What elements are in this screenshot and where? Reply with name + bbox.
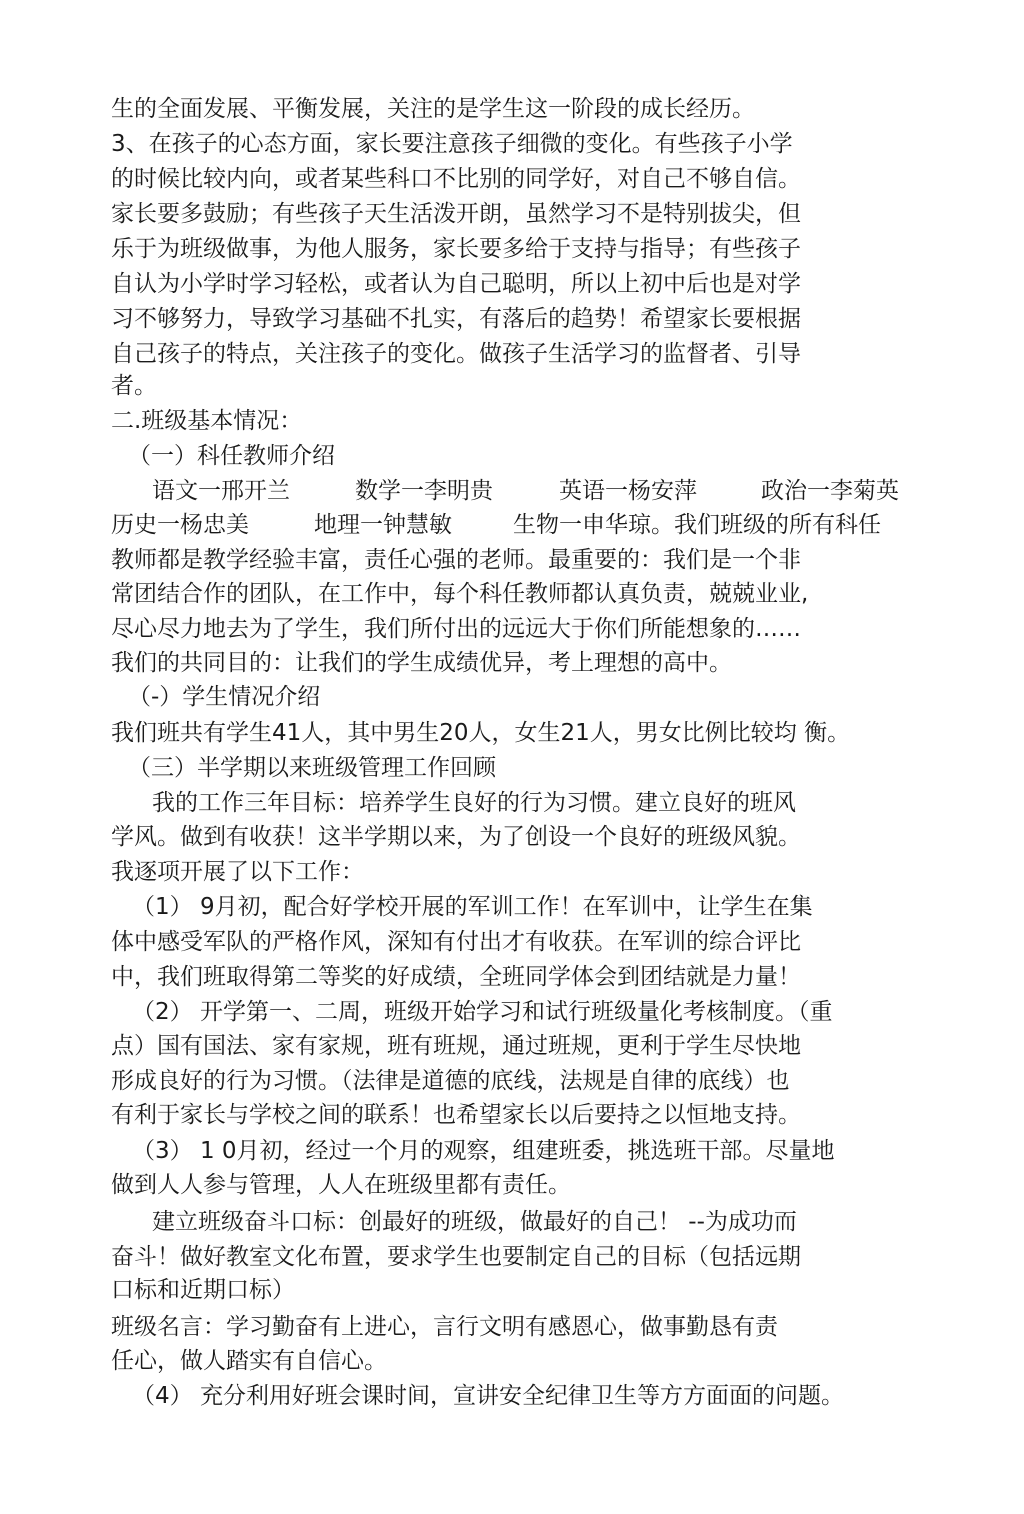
text-line: 习不够努力，导致学习基础不扎实，有落后的趋势！希望家长要根据	[111, 306, 801, 332]
text-line: 点）国有国法、家有家规，班有班规，通过班规，更利于学生尽快地	[111, 1033, 801, 1059]
teacher-history: 历史一杨忠美	[111, 512, 249, 538]
text-line: （2） 开学第一、二周，班级开始学习和试行班级量化考核制度。（重	[132, 999, 833, 1025]
text-line: 3、在孩子的心态方面，家长要注意孩子细微的变化。有些孩子小学	[111, 131, 793, 157]
teacher-english: 英语一杨安萍	[559, 478, 697, 504]
text-line: 任心，做人踏实有自信心。	[111, 1348, 387, 1374]
text-line: 乐于为班级做事，为他人服务，家长要多给于支持与指导；有些孩子	[111, 236, 801, 262]
text-line: 我们的共同目的：让我们的学生成绩优异，考上理想的高中。	[111, 650, 732, 676]
teacher-math: 数学一李明贵	[355, 478, 493, 504]
teacher-politics: 政治一李菊英	[761, 478, 899, 504]
text-line: 做到人人参与管理，人人在班级里都有责任。	[111, 1172, 571, 1198]
teacher-chinese: 语文一邢开兰	[152, 478, 290, 504]
subsection-heading: （-）学生情况介绍	[128, 684, 321, 710]
text-line: 我的工作三年目标：培养学生良好的行为习惯。建立良好的班风	[152, 790, 796, 816]
text-line: 者。	[111, 373, 157, 399]
text-line: 的时候比较内向，或者某些科口不比别的同学好，对自己不够自信。	[111, 166, 801, 192]
text-line: 生的全面发展、平衡发展，关注的是学生这一阶段的成长经历。	[111, 96, 755, 122]
text-line: 班级名言：学习勤奋有上进心，言行文明有感恩心，做事勤恳有责	[111, 1314, 778, 1340]
teacher-geography: 地理一钟慧敏	[314, 512, 452, 538]
subsection-heading: （一）科任教师介绍	[128, 443, 335, 469]
text-line: 体中感受军队的严格作风，深知有付出才有收获。在军训的综合评比	[111, 929, 801, 955]
text-line: 有利于家长与学校之间的联系！也希望家长以后要持之以恒地支持。	[111, 1102, 801, 1128]
text-line: 奋斗！做好教室文化布置，要求学生也要制定自己的目标（包括远期	[111, 1244, 801, 1270]
text-line: 学风。做到有收获！这半学期以来，为了创设一个良好的班级风貌。	[111, 824, 801, 850]
text-line: 形成良好的行为习惯。（法律是道德的底线，法规是自律的底线）也	[111, 1068, 790, 1094]
teacher-biology-line: 生物一申华琼。我们班级的所有科任	[513, 512, 881, 538]
text-line: 家长要多鼓励；有些孩子天生活泼开朗，虽然学习不是特别拔尖，但	[111, 201, 801, 227]
section-heading: 二.班级基本情况：	[111, 408, 303, 434]
text-line: 尽心尽力地去为了学生，我们所付出的远远大于你们所能想象的……	[111, 616, 801, 642]
text-line: 自己孩子的特点，关注孩子的变化。做孩子生活学习的监督者、引导	[111, 341, 801, 367]
text-line: 中，我们班取得第二等奖的好成绩，全班同学体会到团结就是力量！	[111, 964, 801, 990]
text-line: 口标和近期口标）	[111, 1277, 295, 1303]
text-line: 建立班级奋斗口标：创最好的班级，做最好的自己！ --为成功而	[152, 1209, 797, 1235]
text-line: （4） 充分利用好班会课时间，宣讲安全纪律卫生等方方面面的问题。	[132, 1383, 844, 1409]
text-line: （1） 9月初，配合好学校开展的军训工作！在军训中，让学生在集	[132, 894, 813, 920]
text-line: 我逐项开展了以下工作：	[111, 859, 364, 885]
text-line: （3） 1 0月初，经过一个月的观察，组建班委，挑选班干部。尽量地	[132, 1138, 835, 1164]
text-line: 常团结合作的团队，在工作中，每个科任教师都认真负责，兢兢业业,	[111, 581, 809, 607]
text-line: 自认为小学时学习轻松，或者认为自己聪明，所以上初中后也是对学	[111, 271, 801, 297]
text-line: 我们班共有学生41人，其中男生20人，女生21人，男女比例比较均 衡。	[111, 720, 851, 746]
text-line: 教师都是教学经验丰富，责任心强的老师。最重要的：我们是一个非	[111, 547, 801, 573]
subsection-heading: （三）半学期以来班级管理工作回顾	[128, 755, 496, 781]
